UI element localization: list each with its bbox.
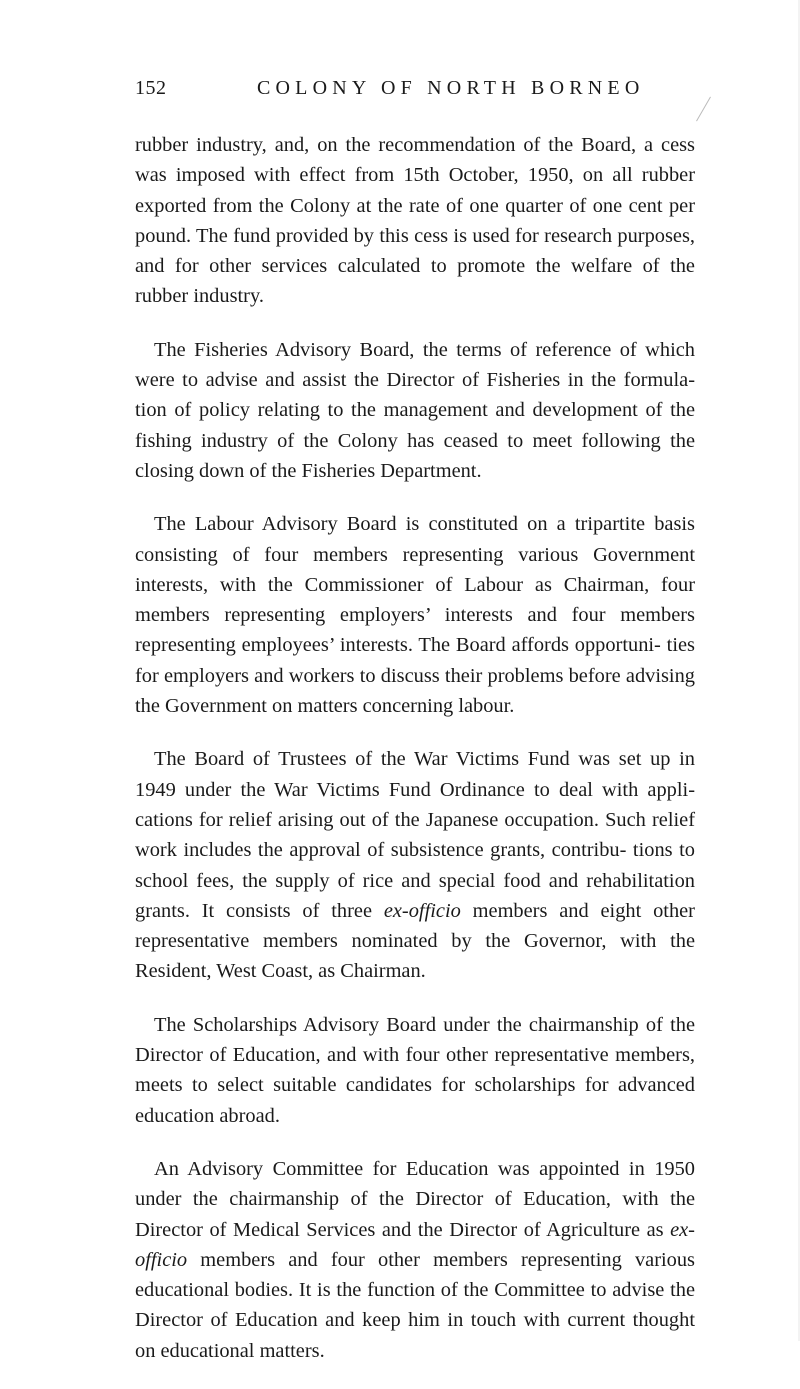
running-header: [135, 73, 695, 103]
italic-term: ex-officio: [135, 1218, 695, 1271]
paragraph-text-before: The Board of Trustees of the War Victims Fund was set up in 1949 under the War Victims Fund Ordinance to deal with appli- cations for relief arising out of the Japanese occupation. Such relief work includes the approval of subsistence grants, contribu- tions to school fees, the supply of rice and special food and rehabilitation grants. It consists of three: [135, 748, 695, 922]
paragraph-text: rubber industry, and, on the recommendation of the Board, a cess was imposed with effect from 15th October, 1950, on all rubber exported from the Colony at the rate of one quarter of one cent per pound. The fund provided by this cess is used for research purposes, and for other services calculated to promote the welfare of the rubber industry.: [135, 134, 695, 308]
header-title: COLONY OF NORTH BORNEO: [257, 77, 645, 99]
paragraph-text: The Scholarships Advisory Board under the chairmanship of the Director of Education, and with four other representative members, meets to select suitable candidates for scholarships for advanced education abroad.: [135, 1013, 695, 1127]
paragraph-war-victims-fund: [135, 744, 695, 986]
paragraph-text-after: members and four other members representing various educational bodies. It is the function of the Committee to advise the Director of Education and keep him in touch with current thought on educational matters.: [135, 1248, 695, 1362]
body-text: [135, 130, 695, 1389]
paragraph-text-after: members and eight other representative members nominated by the Governor, with the Resident, West Coast, as Chairman.: [135, 899, 695, 983]
paragraph-text: The Fisheries Advisory Board, the terms of reference of which were to advise and assist the Director of Fisheries in the formula- tion of policy relating to the management and development of the fishing industry of the Colony has ceased to meet following the closing down of the Fisheries Department.: [135, 338, 695, 482]
italic-term: ex-officio: [383, 899, 461, 922]
page-number: 152: [135, 77, 167, 99]
paragraph-fisheries-board: [135, 335, 695, 486]
paragraph-text: The Labour Advisory Board is constituted on a tripartite basis consisting of four members representing various Government interests, with the Commissioner of Labour as Chairman, four members representing employers’ interests and four members representing employees’ interests. The Board affords opportuni- ties for employers and workers to discuss their problems before advising the Government on matters concerning labour.: [135, 513, 695, 718]
paragraph-scholarships-board: [135, 1010, 695, 1131]
paragraph-text-before: An Advisory Committee for Education was appointed in 1950 under the chairmanship of the Director of Education, with the Director of Medical Services and the Director of Agriculture as: [135, 1157, 695, 1241]
paragraph-education-committee: [135, 1154, 695, 1366]
paragraph-rubber-cess: [135, 130, 695, 312]
scan-mark: [696, 97, 711, 122]
paragraph-labour-board: [135, 509, 695, 721]
